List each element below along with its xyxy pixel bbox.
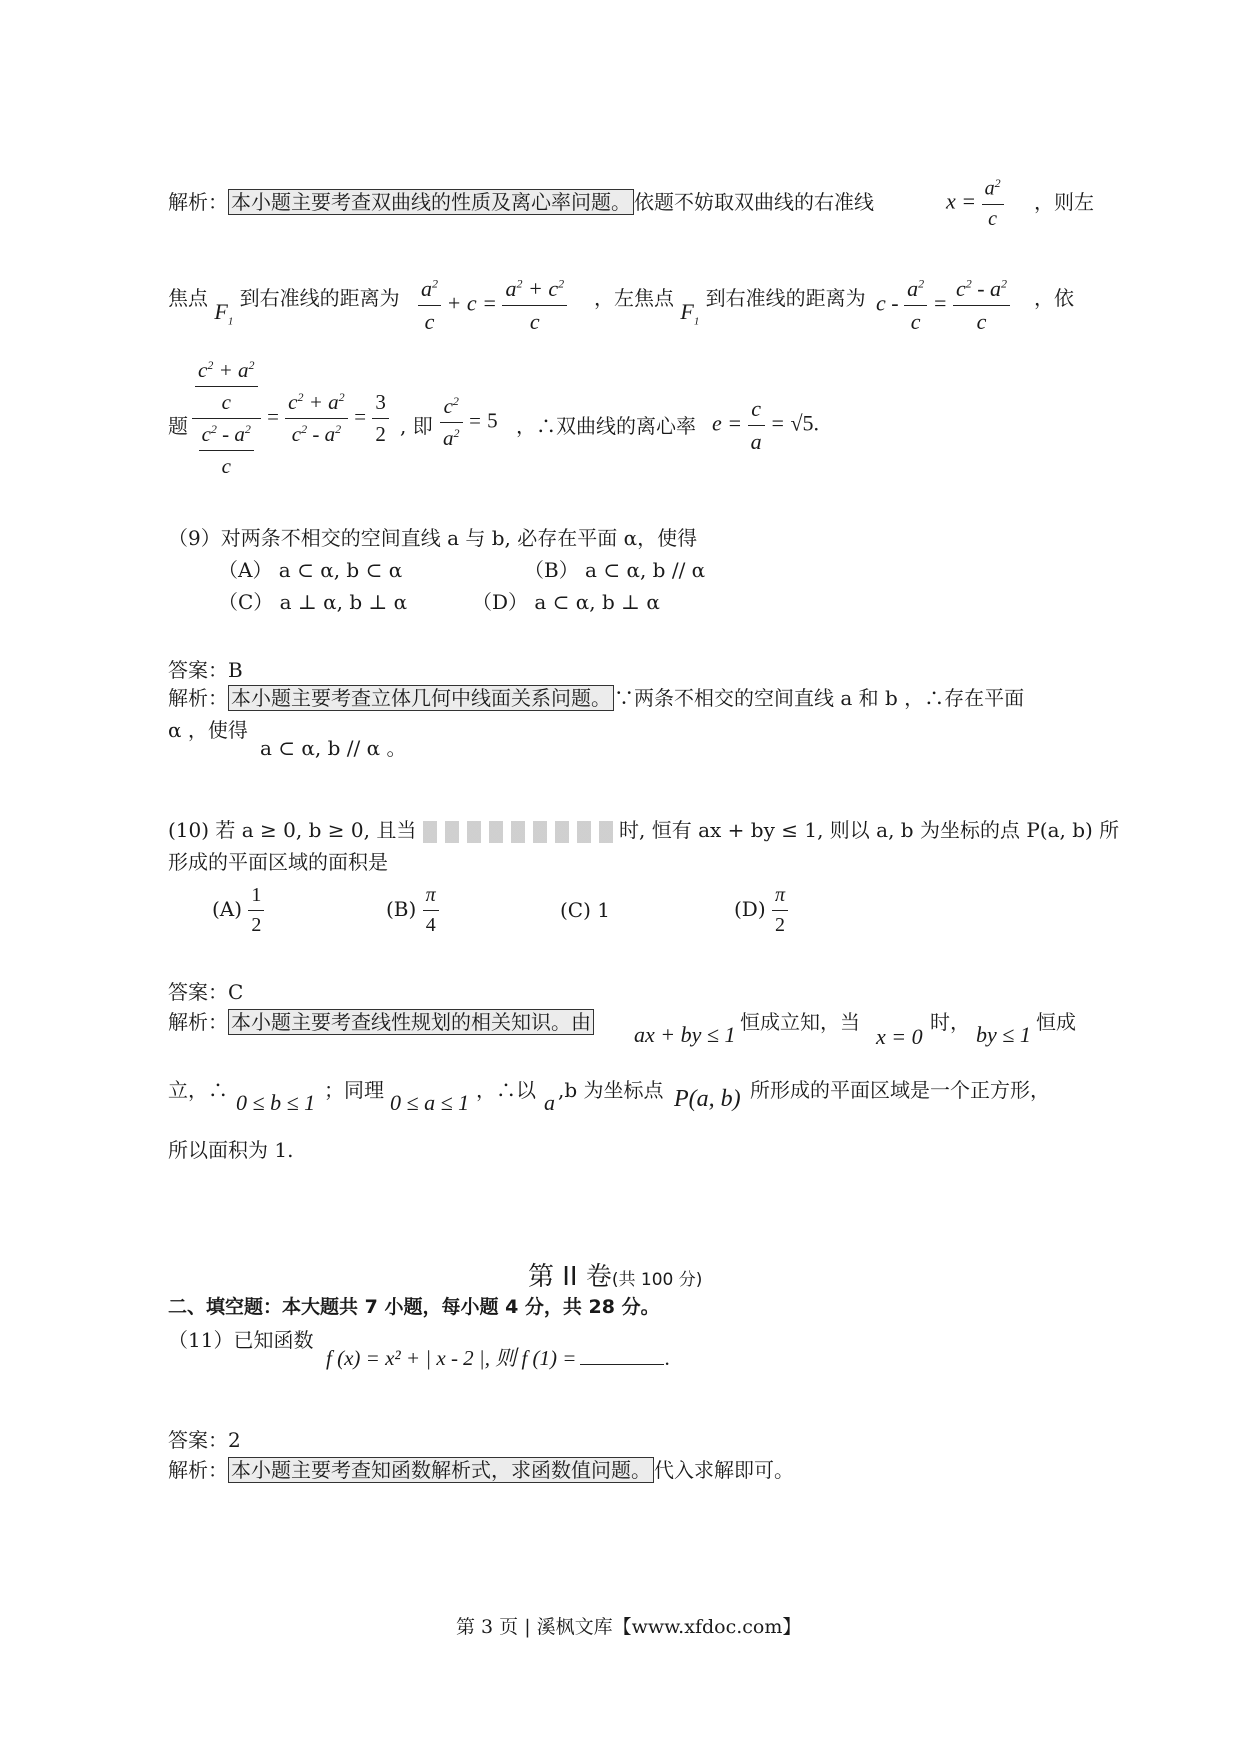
s1-line2-a: 焦点 xyxy=(168,286,208,310)
s1-ratio2: $\frac{c^2}{a^2}$ = 5 xyxy=(440,394,498,451)
s1-line2-e: ，依 xyxy=(1034,286,1074,310)
q10-l2a: 立，∴ xyxy=(168,1078,228,1102)
q10-opt-c: (C) 1 xyxy=(560,898,610,922)
q10-l2i: 所形成的平面区域是一个正方形， xyxy=(750,1078,1050,1102)
q11-boxed: 本小题主要考查知函数解析式，求函数值问题。 xyxy=(228,1457,654,1483)
s1-boxed: 本小题主要考查双曲线的性质及离心率问题。 xyxy=(228,189,634,215)
q10-l2h: P(a, b) xyxy=(674,1086,741,1112)
q10-l2b: 0 ≤ b ≤ 1 xyxy=(236,1090,316,1115)
q10-t4: 时， xyxy=(930,1010,970,1034)
q11-text: 代入求解即可。 xyxy=(654,1458,794,1482)
s1-eccentricity: e = $\frac{c}{a}$ = √5. xyxy=(712,396,820,454)
q10-stem3: 形成的平面区域的面积是 xyxy=(168,850,388,874)
s1-ratio: $\frac{\frac{c^2 + a^2}{c}}{\frac{c^2 - a^2}{c}}$ = $\frac{c^2 + a^2}{c^2 - a^2}$ = $\frac{3}{2}$ xyxy=(192,358,389,479)
q10-stem1: (10) 若 a ≥ 0, b ≥ 0, 且当 xyxy=(168,818,417,842)
q11-stem: （11）已知函数 xyxy=(168,1328,314,1352)
q10-blurred-formula xyxy=(423,821,613,843)
q9-opt-d: （D） a ⊂ α, b ⊥ α xyxy=(472,590,660,614)
q10-analysis-1 xyxy=(168,1006,594,1035)
s1-line2-c-wrap: ，左焦点 $F_1$ 到右准线的距离为 xyxy=(594,286,866,328)
q10-l2g: ,b 为坐标点 xyxy=(558,1078,664,1102)
q10-opt-a-label: (A) xyxy=(212,897,243,921)
part2-title-main: 第 II 卷 xyxy=(528,1262,612,1292)
q10-l2c: ；同理 xyxy=(324,1078,384,1102)
q11-answer: 答案：2 xyxy=(168,1428,241,1452)
q9-opt-a: （A） a ⊂ α, b ⊂ α xyxy=(218,558,403,582)
q10-opt-b: (B) $\frac{\pi}{4}$ xyxy=(386,884,439,937)
q9-boxed: 本小题主要考查立体几何中线面关系问题。 xyxy=(228,685,614,711)
q9-text2: α ，使得 xyxy=(168,718,248,742)
q10-l2d: 0 ≤ a ≤ 1 xyxy=(390,1090,470,1115)
s1-line2: 焦点 $F_1$ 到右准线的距离为 xyxy=(168,286,400,328)
q9-text3: a ⊂ α, b // α 。 xyxy=(260,736,407,760)
s1-label: 解析： xyxy=(168,190,228,214)
q10-answer: 答案：C xyxy=(168,980,244,1004)
s1-text2: ，则左 xyxy=(1034,190,1094,214)
q10-opt-b-label: (B) xyxy=(386,897,417,921)
s1-line3-c: ，∴双曲线的离心率 xyxy=(516,414,696,438)
q11-analysis xyxy=(168,1454,794,1483)
q10-l2f: a xyxy=(544,1090,555,1115)
q10-opt-d-label: (D) xyxy=(734,897,766,921)
q9-label: 解析： xyxy=(168,686,228,710)
q10-boxed: 本小题主要考查线性规划的相关知识。由 xyxy=(228,1009,594,1035)
q10-opt-a: (A) $\frac{1}{2}$ xyxy=(212,884,264,937)
q11-formula-text: f (x) = x² + | x - 2 |, 则 f (1) = xyxy=(326,1346,577,1370)
q10-stem2: 时, 恒有 ax + by ≤ 1, 则以 a, b 为坐标的点 P(a, b) 所 xyxy=(619,818,1120,842)
page-footer: 第 3 页 | 溪枫文库【www.xfdoc.com】 xyxy=(456,1616,802,1638)
q10-l3: 所以面积为 1. xyxy=(168,1138,294,1162)
q10-t1: ax + by ≤ 1 xyxy=(634,1022,736,1047)
s1-line3-a: 题 xyxy=(168,414,188,438)
q10-label: 解析： xyxy=(168,1010,228,1034)
s1-line2-b: 到右准线的距离为 xyxy=(239,286,400,310)
s1-line1 xyxy=(168,186,874,215)
s1-dist2: c - $\frac{a^2}{c}$ = $\frac{c^2 - a^2}{c}$ xyxy=(876,276,1010,335)
q11-formula: f (x) = x² + | x - 2 |, 则 f (1) = . xyxy=(326,1346,670,1370)
q9-text1: ∵两条不相交的空间直线 a 和 b ，∴存在平面 xyxy=(614,686,1025,710)
q9-analysis xyxy=(168,682,1024,711)
q10-line1 xyxy=(168,814,1119,843)
q9-opt-c: （C） a ⊥ α, b ⊥ α xyxy=(218,590,408,614)
part2-title xyxy=(528,1256,702,1293)
s1-dist1: $\frac{a^2}{c}$ + c = $\frac{a^2 + c^2}{c}$ xyxy=(418,276,567,335)
q11-label: 解析： xyxy=(168,1458,228,1482)
part2-section: 二、填空题：本大题共 7 小题，每小题 4 分，共 28 分。 xyxy=(168,1296,660,1318)
s1-line3-b: , 即 xyxy=(400,414,433,438)
s1-directrix: x = $\frac{a^2}{c}$ xyxy=(946,176,1004,231)
q10-t2: 恒成立知，当 xyxy=(740,1010,860,1034)
part2-title-suffix: (共 100 分) xyxy=(611,1270,703,1290)
q10-opt-d: (D) $\frac{\pi}{2}$ xyxy=(734,884,788,937)
q9-stem: （9）对两条不相交的空间直线 a 与 b, 必存在平面 α，使得 xyxy=(168,526,698,550)
s1-text1: 依题不妨取双曲线的右准线 xyxy=(634,190,874,214)
q10-l2e: ，∴以 xyxy=(476,1078,536,1102)
q10-t3: x = 0 xyxy=(876,1024,923,1049)
s1-line2-d: 到右准线的距离为 xyxy=(705,286,866,310)
q10-t5: by ≤ 1 xyxy=(976,1022,1031,1047)
q10-t6: 恒成 xyxy=(1036,1010,1076,1034)
q9-answer: 答案：B xyxy=(168,658,243,682)
s1-line2-c: ，左焦点 xyxy=(594,286,674,310)
q9-opt-b: （B） a ⊂ α, b // α xyxy=(524,558,706,582)
